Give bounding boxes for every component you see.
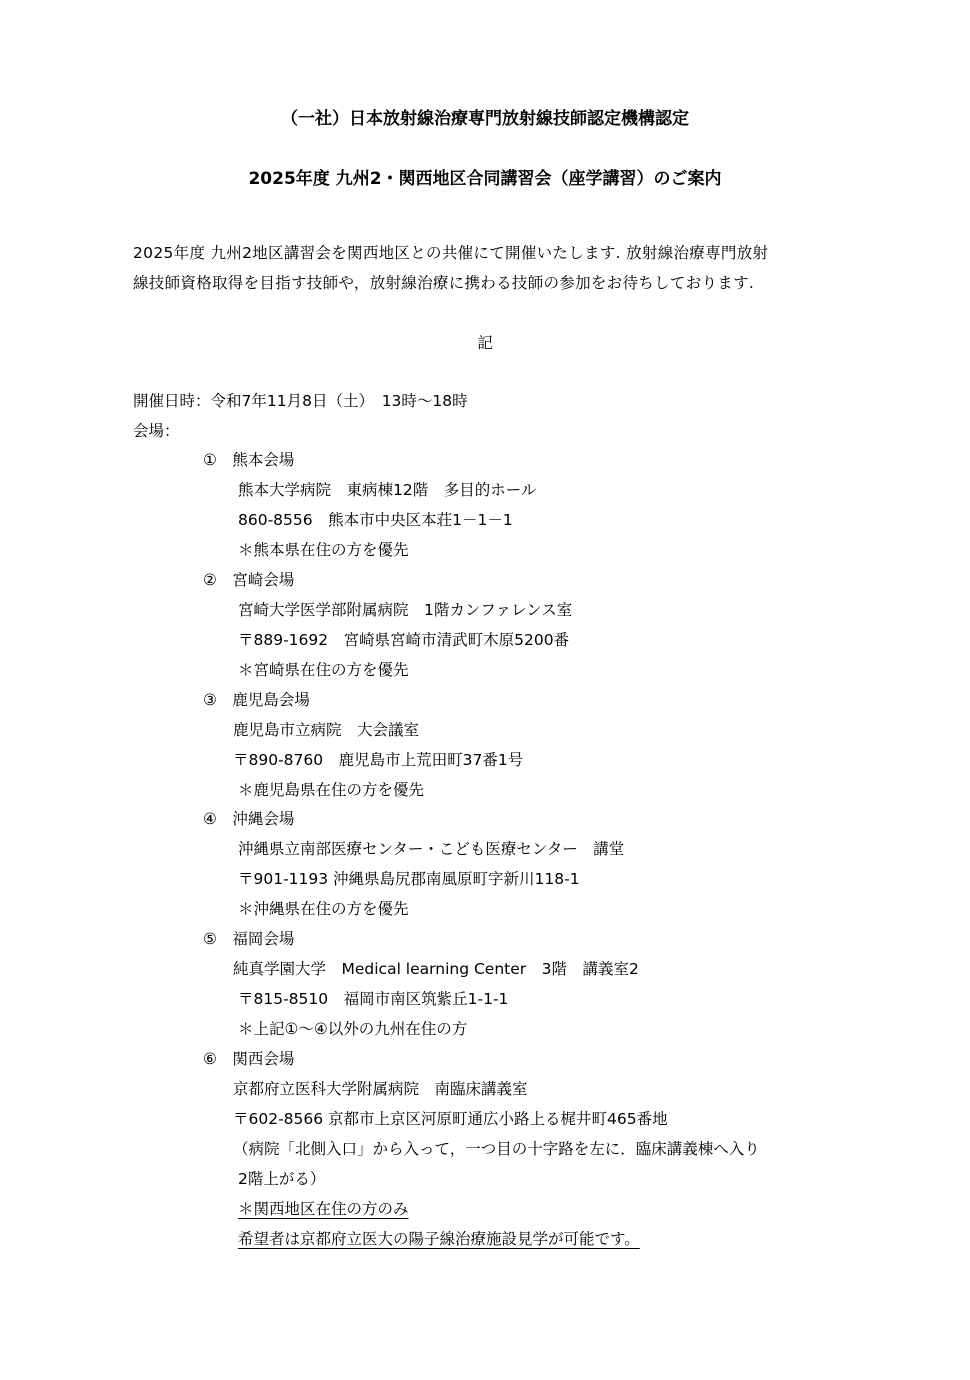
venue-note: ＊関西地区在住の方のみ — [238, 1200, 409, 1218]
venue-facility: 宮崎大学医学部附属病院 1階カンファレンス室 — [238, 601, 573, 619]
venue-facility: 沖縄県立南部医療センター・こども医療センター 講堂 — [238, 840, 625, 858]
venue-label: 会場： — [133, 422, 180, 440]
document-subtitle: 2025年度 九州2・関西地区合同講習会（座学講習）のご案内 — [248, 169, 722, 189]
venue-heading: ④ 沖縄会場 — [203, 810, 295, 828]
tour-note: 希望者は京都府立医大の陽子線治療施設見学が可能です。 — [238, 1230, 640, 1248]
venue-directions: （病院「北側入口」から入って，一つ目の十字路を左に．臨床講義棟へ入り — [233, 1140, 760, 1158]
venue-note: ＊熊本県在住の方を優先 — [238, 541, 409, 559]
venue-heading: ① 熊本会場 — [203, 451, 295, 469]
ki-heading: 記 — [477, 334, 493, 352]
venue-address: 860-8556 熊本市中央区本荘1－1－1 — [238, 511, 513, 529]
venue-heading: ⑥ 関西会場 — [203, 1050, 295, 1068]
venue-note: ＊鹿児島県在住の方を優先 — [238, 781, 425, 799]
venue-address: 〒602-8566 京都市上京区河原町通広小路上る梶井町465番地 — [233, 1110, 668, 1128]
venue-note: ＊上記①～④以外の九州在住の方 — [238, 1020, 468, 1038]
venue-facility: 鹿児島市立病院 大会議室 — [233, 721, 420, 739]
venue-address: 〒890-8760 鹿児島市上荒田町37番1号 — [233, 751, 524, 769]
venue-facility: 純真学園大学 Medical learning Center 3階 講義室2 — [233, 960, 639, 978]
venue-address: 〒901-1193 沖縄県島尻郡南風原町字新川118-1 — [238, 870, 580, 888]
venue-address: 〒889-1692 宮崎県宮崎市清武町木原5200番 — [238, 631, 570, 649]
venue-directions-cont: 2階上がる） — [238, 1170, 326, 1188]
venue-heading: ⑤ 福岡会場 — [203, 930, 295, 948]
venue-note: ＊沖縄県在住の方を優先 — [238, 900, 409, 918]
intro-line-1: 2025年度 九州2地区講習会を関西地区との共催にて開催いたします. 放射線治療専門放射 — [133, 244, 769, 262]
venue-heading: ③ 鹿児島会場 — [203, 691, 310, 709]
venue-facility: 京都府立医科大学附属病院 南臨床講義室 — [233, 1080, 528, 1098]
venue-facility: 熊本大学病院 東病棟12階 多目的ホール — [238, 481, 537, 499]
venue-note: ＊宮崎県在住の方を優先 — [238, 661, 409, 679]
event-datetime: 開催日時：令和7年11月8日（土） 13時～18時 — [133, 392, 468, 410]
document-title: （一社）日本放射線治療専門放射線技師認定機構認定 — [281, 109, 689, 129]
venue-heading: ② 宮崎会場 — [203, 571, 295, 589]
intro-line-2: 線技師資格取得を目指す技師や，放射線治療に携わる技師の参加をお待ちしております. — [133, 274, 755, 292]
venue-address: 〒815-8510 福岡市南区筑紫丘1-1-1 — [238, 990, 509, 1008]
